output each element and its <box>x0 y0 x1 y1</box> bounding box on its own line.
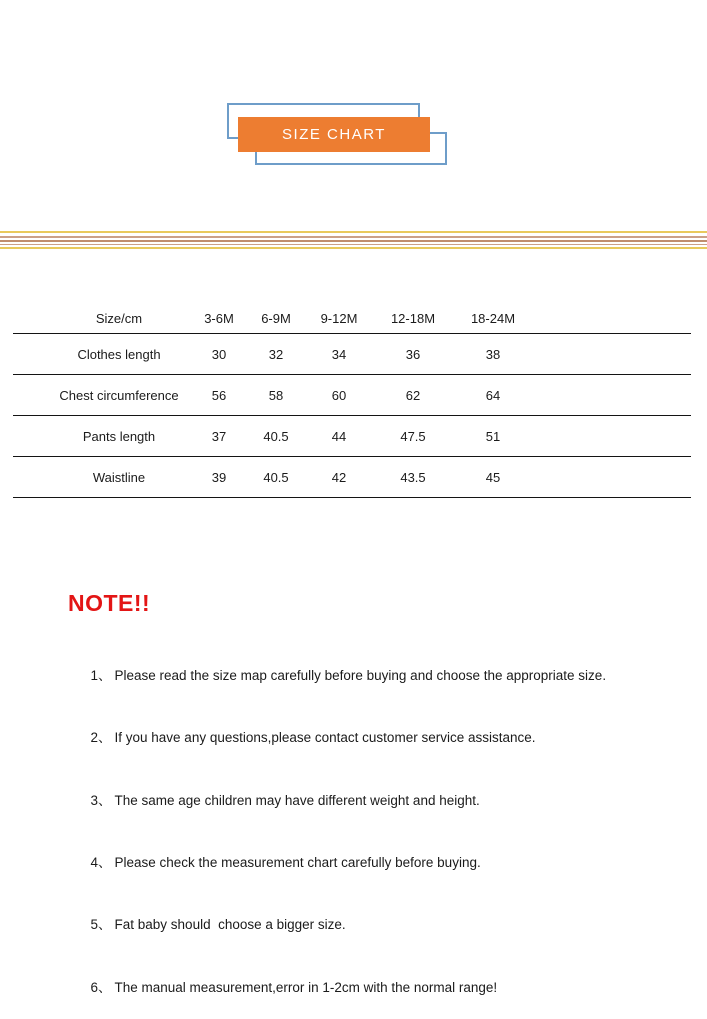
stripe-gold-bottom <box>0 247 707 249</box>
note-text: The manual measurement,error in 1-2cm with the normal range! <box>114 979 498 995</box>
row-label: Clothes length <box>77 346 161 362</box>
table-cell: 36 <box>405 346 421 362</box>
note-text: Fat baby should choose a bigger size. <box>114 917 346 933</box>
note-number: 4、 <box>90 854 112 870</box>
table-cell: 64 <box>485 387 501 403</box>
stripe-tan-3 <box>0 244 707 246</box>
table-cell: 40.5 <box>263 428 289 444</box>
note-heading: NOTE!! <box>68 590 151 616</box>
column-header-size: Size/cm <box>95 311 143 326</box>
note-number: 1、 <box>90 667 112 683</box>
table-cell: 58 <box>268 387 284 403</box>
column-header-12-18m: 12-18M <box>390 311 436 326</box>
column-header-3-6m: 3-6M <box>204 311 234 326</box>
page-title <box>238 117 430 152</box>
table-row <box>13 457 691 498</box>
table-cell: 39 <box>211 469 227 485</box>
note-text: The same age children may have different weight and height. <box>114 792 480 808</box>
stripe-gold-top <box>0 231 707 233</box>
note-text: Please check the measurement chart carefully before buying. <box>114 854 481 870</box>
note-item <box>68 770 606 832</box>
table-row <box>13 375 691 416</box>
table-cell: 47.5 <box>400 428 426 444</box>
table-cell: 37 <box>211 428 227 444</box>
page-title-label: SIZE CHART <box>282 126 386 143</box>
table-cell: 56 <box>211 387 227 403</box>
note-text: If you have any questions,please contact customer service assistance. <box>114 730 536 746</box>
stripe-tan-1 <box>0 236 707 238</box>
table-cell: 60 <box>331 387 347 403</box>
table-cell: 40.5 <box>263 469 289 485</box>
table-cell: 45 <box>485 469 501 485</box>
table-cell: 43.5 <box>400 469 426 485</box>
row-label: Waistline <box>92 469 146 485</box>
table-cell: 51 <box>485 428 501 444</box>
column-header-18-24m: 18-24M <box>470 311 516 326</box>
column-header-6-9m: 6-9M <box>261 311 291 326</box>
table-header-row <box>13 304 691 334</box>
note-item <box>68 832 606 894</box>
stripe-tan-2 <box>0 240 707 242</box>
note-list <box>68 645 606 1019</box>
note-item <box>68 707 606 769</box>
note-item <box>68 895 606 957</box>
note-text: Please read the size map carefully before buying and choose the appropriate size. <box>114 667 607 683</box>
note-item <box>68 957 606 1019</box>
table-cell: 32 <box>268 346 284 362</box>
note-number: 5、 <box>90 917 112 933</box>
note-number: 6、 <box>90 979 112 995</box>
table-cell: 34 <box>331 346 347 362</box>
column-header-9-12m: 9-12M <box>320 311 358 326</box>
table-cell: 38 <box>485 346 501 362</box>
table-row <box>13 416 691 457</box>
size-chart-table <box>13 304 691 498</box>
table-cell: 44 <box>331 428 347 444</box>
row-label: Pants length <box>82 428 156 444</box>
table-cell: 62 <box>405 387 421 403</box>
note-item <box>68 645 606 707</box>
table-cell: 30 <box>211 346 227 362</box>
note-number: 3、 <box>90 792 112 808</box>
table-cell: 42 <box>331 469 347 485</box>
table-row <box>13 334 691 375</box>
note-number: 2、 <box>90 730 112 746</box>
row-label: Chest circumference <box>59 387 179 403</box>
